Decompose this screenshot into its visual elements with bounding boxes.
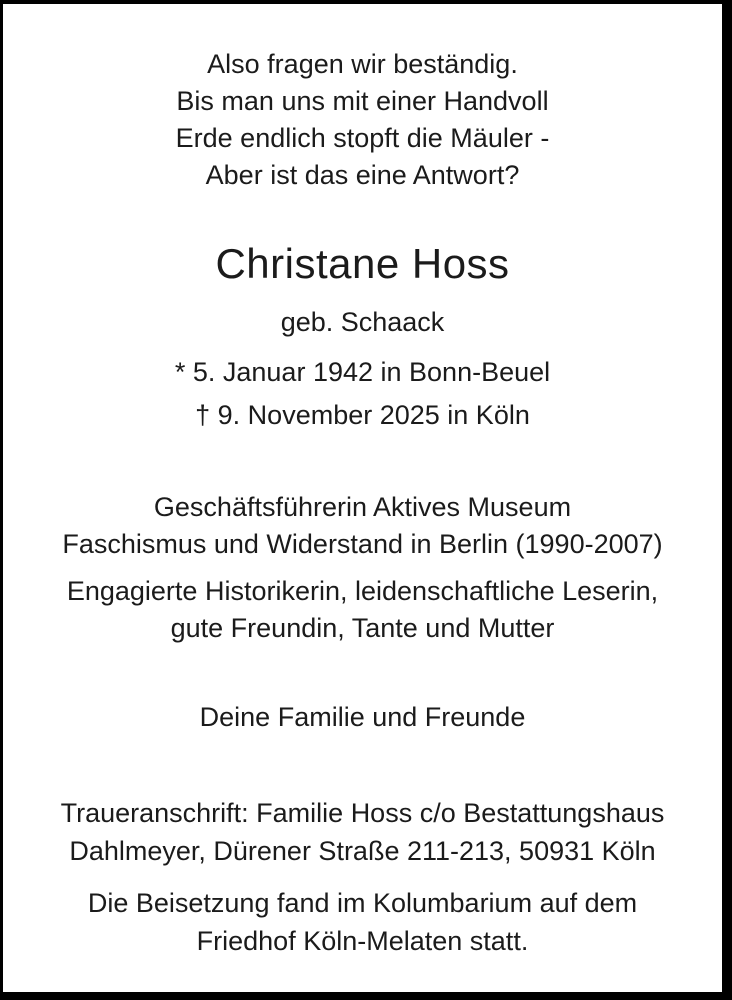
burial-line: Die Beisetzung fand im Kolumbarium auf dem — [87, 888, 638, 918]
tribute-line: Engagierte Historikerin, leidenschaftliche Leserin, — [66, 576, 659, 606]
tribute-line: gute Freundin, Tante und Mutter — [170, 613, 555, 643]
deceased-name: Christane Hoss — [215, 240, 510, 287]
burial-line: Friedhof Köln-Melaten statt. — [196, 926, 529, 956]
quote-line: Bis man uns mit einer Handvoll — [176, 86, 549, 116]
role-line: Faschismus und Widerstand in Berlin (1990-2007) — [62, 529, 663, 559]
address-line: Dahlmeyer, Dürener Straße 211-213, 50931 Köln — [69, 836, 656, 866]
life-dates — [3, 351, 722, 437]
quote-line: Aber ist das eine Antwort? — [205, 160, 520, 190]
condolence-address — [3, 794, 722, 870]
profession-lines — [3, 489, 722, 563]
address-line: Traueranschrift: Familie Hoss c/o Bestattungshaus — [60, 798, 665, 828]
role-line: Geschäftsführerin Aktives Museum — [153, 492, 572, 522]
quote-line: Erde endlich stopft die Mäuler - — [175, 123, 550, 153]
maiden-name: geb. Schaack — [280, 307, 445, 337]
birth-date-line: * 5. Januar 1942 in Bonn-Beuel — [174, 357, 551, 387]
quote-line: Also fragen wir beständig. — [207, 49, 518, 79]
mourners-line: Deine Familie und Freunde — [199, 702, 526, 732]
tribute-lines — [3, 573, 722, 647]
burial-info — [3, 884, 722, 960]
opening-quote — [3, 46, 722, 194]
death-date-line: † 9. November 2025 in Köln — [195, 400, 530, 430]
